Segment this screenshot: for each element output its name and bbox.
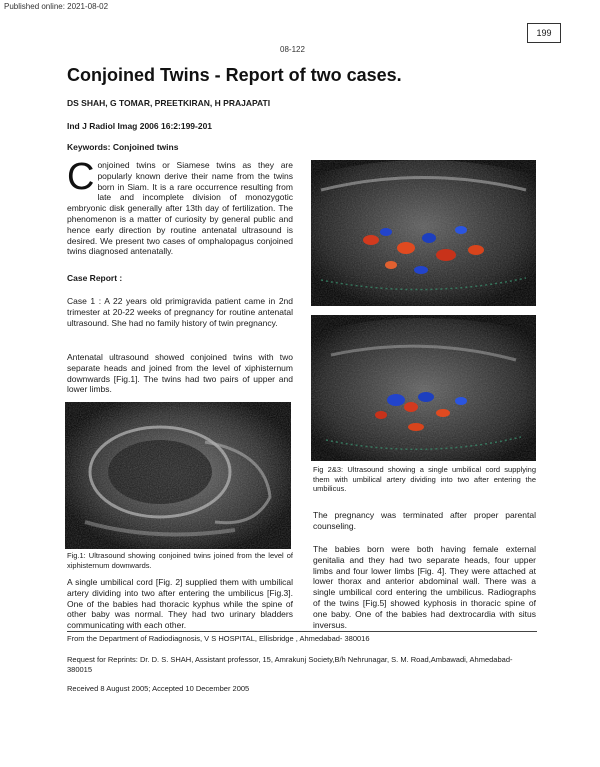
babies-paragraph: The babies born were both having female external genitalia and they had two separate heads, four upper limbs and four lower limbs [Fig. 4]. They were attached at lower thorax and anterior abdominal wall. There was a single umbilical cord entering the umbilicus. Radiographs of the twins [Fig.5] showed kyphosis in thoracic spine of one baby. One of the babies had dextrocardia with situs inversus. bbox=[313, 544, 536, 630]
figure-2-doppler-image bbox=[311, 160, 536, 306]
article-code: 08-122 bbox=[280, 45, 305, 54]
figure-2-3-caption: Fig 2&3: Ultrasound showing a single umbilical cord supplying them with umbilical artery dividing into two after entering the umbilicus. bbox=[313, 465, 536, 493]
pregnancy-paragraph: The pregnancy was terminated after proper parental counseling. bbox=[313, 510, 536, 531]
figure-1-caption: Fig.1: Ultrasound showing conjoined twins joined from the level of xiphisternum downwards. bbox=[67, 551, 293, 570]
keywords: Keywords: Conjoined twins bbox=[67, 142, 179, 152]
received-accepted: Received 8 August 2005; Accepted 10 December 2005 bbox=[67, 684, 250, 693]
published-date: Published online: 2021-08-02 bbox=[4, 2, 109, 11]
journal-citation: Ind J Radiol Imag 2006 16:2:199-201 bbox=[67, 121, 213, 131]
antenatal-paragraph: Antenatal ultrasound showed conjoined twins with two separate heads and joined from the level of xiphisternum downwards [Fig.1]. The twins had two pairs of upper and lower limbs. bbox=[67, 352, 293, 395]
footer-divider bbox=[67, 631, 537, 632]
case-report-heading: Case Report : bbox=[67, 273, 123, 283]
umbilical-cord-paragraph: A single umbilical cord [Fig. 2] supplied them with umbilical artery dividing into two after entering the umbilicus [Fig.3]. One of the babies had thoracic kyphus while the spine of other baby was normal. They had two urinary bladders communicating with each other. bbox=[67, 577, 293, 631]
intro-paragraph bbox=[67, 156, 293, 257]
authors: DS SHAH, G TOMAR, PREETKIRAN, H PRAJAPATI bbox=[67, 98, 271, 108]
article-title: Conjoined Twins - Report of two cases. bbox=[67, 65, 402, 85]
figure-1-ultrasound-image bbox=[65, 402, 291, 549]
figure-3-doppler-image bbox=[311, 315, 536, 461]
intro-text: onjoined twins or Siamese twins as they are popularly known derive their name from the twins born in Siam. It is a rare occurrence resulting from late and incomplete division of monozygotic embryonic disk generally after 13th day of fertilization. The phenomenon is a matter of curiosity by general public and hence early direction by routine antenatal ultrasound is desired. We present two cases of omphalopagus conjoined twins diagnosed antenatally. bbox=[67, 160, 293, 257]
case1-paragraph: Case 1 : A 22 years old primigravida patient came in 2nd trimester at 20-22 weeks of pregnancy for routine antenatal ultrasound. She had no family history of twin pregnancy. bbox=[67, 296, 293, 328]
reprint-request: Request for Reprints: Dr. D. S. SHAH, Assistant professor, 15, Amrakunj Society,B/h Nehrunagar, S. M. Road,Ambawadi, Ahmedabad-380015 bbox=[67, 655, 513, 674]
drop-cap: C bbox=[67, 156, 95, 198]
affiliation: From the Department of Radiodiagnosis, V S HOSPITAL, Ellisbridge , Ahmedabad- 380016 bbox=[67, 634, 370, 643]
page-number: 199 bbox=[527, 23, 561, 43]
